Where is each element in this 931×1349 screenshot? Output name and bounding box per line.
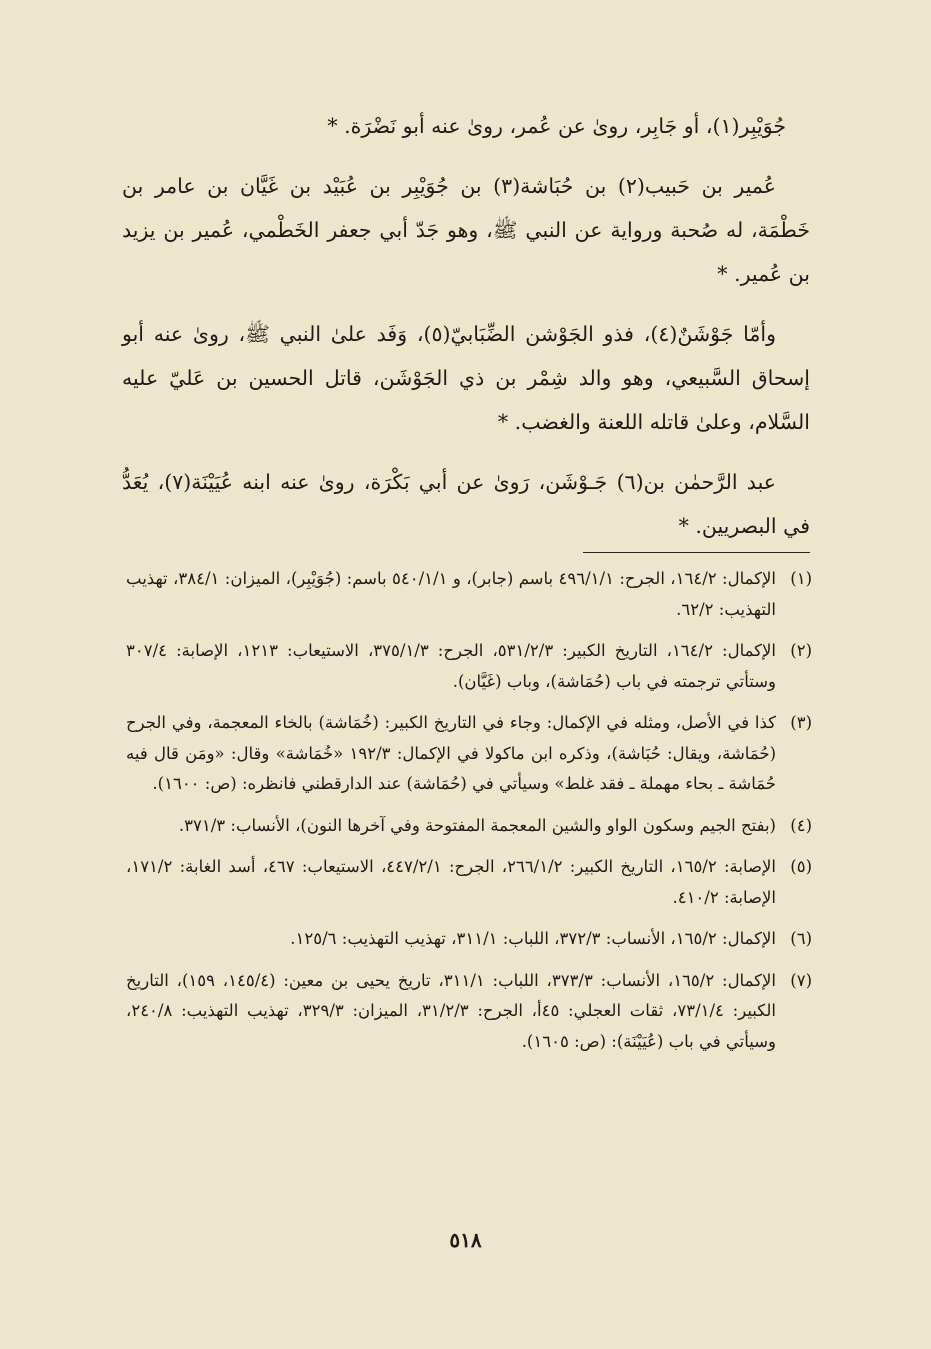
footnote-number: (١) bbox=[790, 569, 812, 588]
footnote-text: كذا في الأصل، ومثله في الإكمال: وجاء في التاريخ الكبير: (خُمَاشة) بالخاء المعجمة، وفي الجرح (حُمَاشة، ويقال: حُبَاشة)، وذكره ابن ماكولا في الإكمال: ١٩٢/٣ «خُمَاشة» وقال: «ومَن قال فيه حُمَاشة ـ بحاء مهملة ـ فقد غلط» وسيأتي في (حُمَاشة) عند الدارقطني فانظره: (ص: ١٦٠٠). bbox=[126, 713, 777, 793]
footnote-text: الإكمال: ١٦٤/٢، التاريخ الكبير: ٥٣١/٢/٣، الجرح: ٣٧٥/١/٣، الاستيعاب: ١٢١٣، الإصابة: ٣٠٧/٤ وستأتي ترجمته في باب (حُمَاشة)، وباب (غَيَّان). bbox=[126, 641, 776, 691]
footnote-5 bbox=[126, 852, 812, 913]
footnote-number: (٤) bbox=[790, 815, 812, 835]
footnote-number: (٧) bbox=[790, 970, 812, 990]
entry-umayr-bin-habib: عُمير بن حَبيب(٢) بن حُبَاشة(٣) بن جُوَيْبِر بن عُبَيْد بن غَيَّان بن عامر بن خَطْمَة، له صُحبة ورواية عن النبي ﷺ، وهو جَدّ أبي جعفر الخَطْمي، عُمير بن يزيد بن عُمير. * bbox=[122, 174, 810, 286]
footnote-number: (٣) bbox=[790, 713, 812, 732]
entry-abd-al-rahman-bin-jawshan: عبد الرَّحمٰن بن(٦) جَـوْشَن، رَوىٰ عن أبي بَكْرَة، روىٰ عنه ابنه عُيَيْنَة(٧)، يُعَدُّ في البصريين. * bbox=[122, 470, 810, 538]
footnote-number: (٢) bbox=[790, 641, 812, 660]
footnote-4 bbox=[126, 811, 812, 842]
footnote-3 bbox=[126, 708, 812, 800]
main-text bbox=[122, 104, 810, 564]
footnote-text: الإصابة: ١٦٥/٢، التاريخ الكبير: ٢٦٦/١/٢، الجرح: ٤٤٧/٢/١، الاستيعاب: ٤٦٧، أسد الغابة: ١٧١/٢، الإصابة: ٤١٠/٢. bbox=[126, 857, 776, 907]
footnote-1 bbox=[126, 564, 812, 625]
entry-jawshan: وأمّا جَوْشَنٌ(٤)، فذو الجَوْشن الضِّبَابيّ(٥)، وَفَد علىٰ النبي ﷺ، روىٰ عنه أبو إسحاق السَّبيعي، وهو والد شِمْر بن ذي الجَوْشَن، قاتل الحسين بن عَليّ عليه السَّلام، وعلىٰ قاتله اللعنة والغضب. * bbox=[122, 322, 810, 434]
footnote-text: الإكمال: ١٦٥/٢، الأنساب: ٣٧٢/٣، اللباب: ٣١١/١، تهذيب التهذيب: ١٢٥/٦. bbox=[290, 929, 776, 948]
footnote-separator bbox=[583, 552, 810, 553]
page-number: ٥١٨ bbox=[449, 1228, 482, 1252]
footnotes bbox=[126, 564, 812, 1068]
entry-juwaybir: جُوَيْبِر(١)، أو جَابِر، روىٰ عن عُمر، روىٰ عنه أبو نَضْرَة. * bbox=[327, 114, 786, 138]
footnote-2 bbox=[126, 636, 812, 697]
footnote-text: الإكمال: ١٦٥/٢، الأنساب: ٣٧٣/٣، اللباب: ٣١١/١، تاريخ يحيى بن معين: (١٤٥/٤، ١٥٩)، التاريخ الكبير: ٧٣/١/٤، ثقات العجلي: ٤٥أ، الجرح: ٣١/٢/٣، الميزان: ٣٢٩/٣، تهذيب التهذيب: ٢٤٠/٨، وسيأتي في باب (عُيَيْنَة): (ص: ١٦٠٥). bbox=[126, 970, 776, 1051]
footnote-7 bbox=[126, 966, 812, 1058]
footnote-number: (٥) bbox=[790, 857, 812, 876]
footnote-number: (٦) bbox=[790, 929, 812, 948]
footnote-text: (بفتح الجيم وسكون الواو والشين المعجمة المفتوحة وفي آخرها النون)، الأنساب: ٣٧١/٣. bbox=[178, 815, 776, 835]
footnote-text: الإكمال: ١٦٤/٢، الجرح: ٤٩٦/١/١ باسم (جابر)، و ٥٤٠/١/١ باسم: (جُوَيْبِر)، الميزان: ٣٨٤/١، تهذيب التهذيب: ٦٢/٢. bbox=[126, 569, 776, 619]
footnote-6 bbox=[126, 924, 812, 955]
